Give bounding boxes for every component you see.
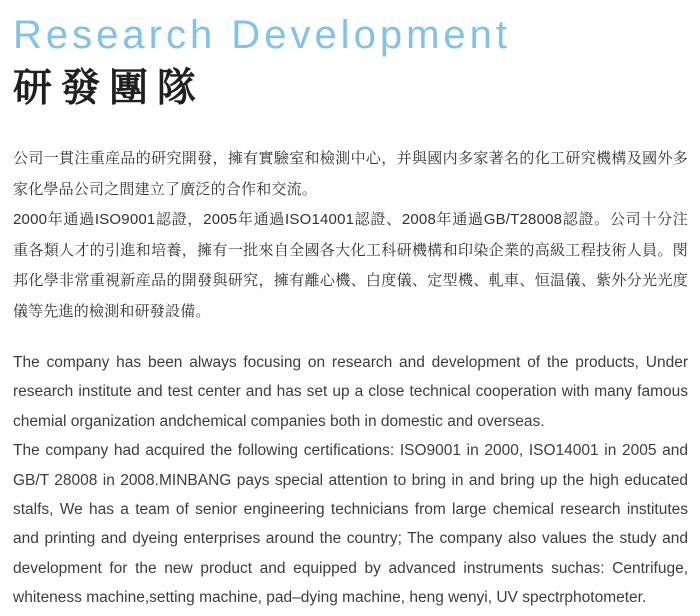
chinese-paragraphs	[13, 144, 688, 328]
page-title-zh: 研發團隊	[13, 67, 206, 110]
page-title: Research Development	[13, 13, 511, 57]
text-line: The company had acquired the following certifications: ISO9001 in 2000, ISO14001 in 2005 and	[13, 442, 688, 460]
text-line: 家化學品公司之間建立了廣泛的合作和交流。	[13, 180, 318, 198]
text-line: and printing and dyeing enterprises around the country; The company also values the study and	[13, 530, 688, 548]
text-line: The company has been always focusing on research and development of the products, Under	[13, 354, 688, 371]
text-line: whiteness machine,setting machine, pad–dying machine, heng wenyi, UV spectrphotometer.	[13, 589, 647, 607]
text-line: development for the new product and equipped by advanced instruments suchas: Centrifuge,	[13, 559, 688, 577]
text-line: 邦化學非常重視新産品的開發與研究，擁有離心機、白度儀、定型機、軋車、恒温儀、紫外分光光度	[13, 272, 688, 290]
text-line: research institute and test center and has set up a close technical cooperation with many famous	[13, 383, 688, 401]
text-line: chemial organization andchemical companies both in domestic and overseas.	[13, 412, 545, 430]
text-line: 2000年通過ISO9001認證，2005年通過ISO14001認證、2008年通過GB/T28008認證。公司十分注	[13, 211, 688, 229]
text-line: stalfs, We has a team of senior engineering technicians from large chemical research institutes	[13, 501, 688, 519]
english-paragraphs	[13, 348, 688, 613]
text-line: 重各類人才的引進和培養，擁有一批來自全國各大化工科研機構和印染企業的高級工程技術人員。閔	[13, 241, 688, 259]
text-line: 儀等先進的檢測和研發設備。	[13, 302, 211, 320]
text-line: GB/T 28008 in 2008.MINBANG pays special attention to bring in and bring up the high educated	[13, 471, 688, 489]
text-line: 公司一貫注重産品的研究開發，擁有實驗室和檢測中心，并與國内多家著名的化工研究機構及國外多	[13, 150, 688, 167]
